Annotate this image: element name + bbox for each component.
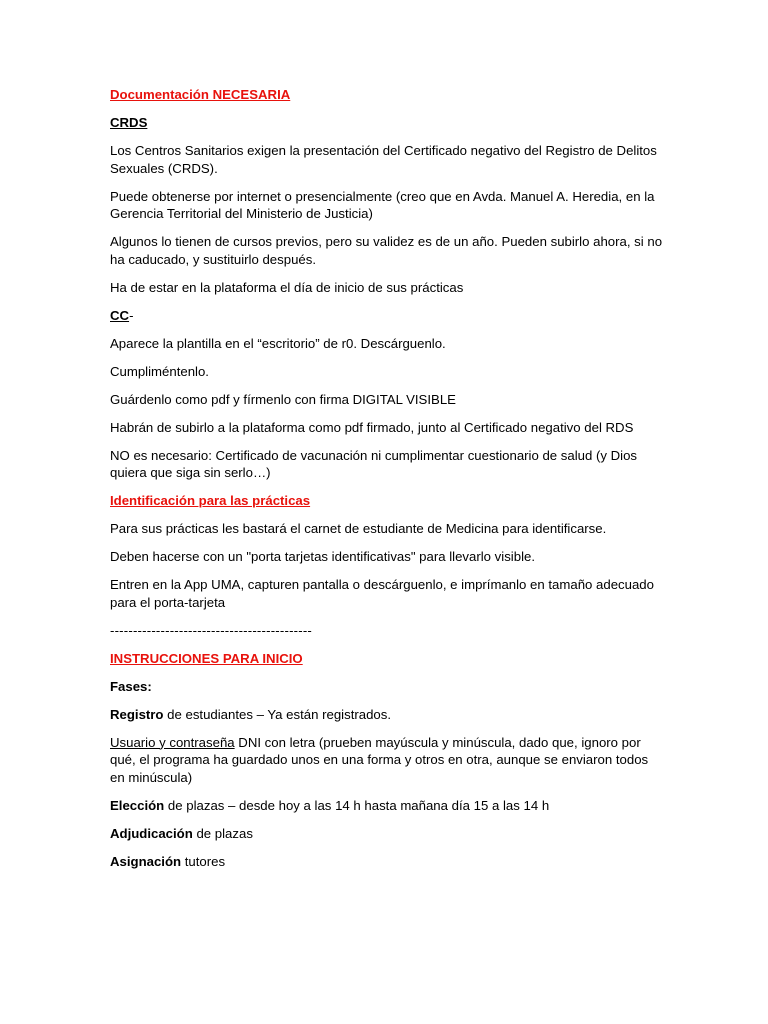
- adjudicacion-label: Adjudicación: [110, 825, 193, 841]
- crds-paragraph-3: Algunos lo tienen de cursos previos, pero su validez es de un año. Pueden subirlo ahora, si no ha caducado, y sustituirlo después.: [110, 234, 663, 267]
- asignacion-label: Asignación: [110, 853, 182, 869]
- doc-heading-text: Documentación NECESARIA: [110, 87, 291, 102]
- cc-paragraph-3: Guárdenlo como pdf y fírmenlo con firma DIGITAL VISIBLE: [110, 391, 456, 407]
- document-body: [110, 86, 666, 881]
- usuario-label: Usuario y contraseña: [110, 734, 235, 750]
- registro-text: de estudiantes – Ya están registrados.: [163, 706, 392, 722]
- usuario-item: [110, 734, 666, 787]
- doc-heading: [110, 86, 666, 104]
- identificacion-paragraph-2: Deben hacerse con un "porta tarjetas identificativas" para llevarlo visible.: [110, 549, 535, 564]
- instrucciones-heading-text: INSTRUCCIONES PARA INICIO: [110, 650, 303, 666]
- eleccion-text: de plazas – desde hoy a las 14 h hasta mañana día 15 a las 14 h: [164, 797, 550, 813]
- identificacion-paragraph-1: Para sus prácticas les bastará el carnet de estudiante de Medicina para identificarse.: [110, 521, 607, 536]
- crds-paragraph-1: Los Centros Sanitarios exigen la presentación del Certificado negativo del Registro de Delitos Sexuales (CRDS).: [110, 143, 657, 176]
- identificacion-paragraph-3: Entren en la App UMA, capturen pantalla o descárguenlo, e imprímanlo en tamaño adecuado para el porta-tarjeta: [110, 577, 654, 610]
- instrucciones-heading: [110, 650, 666, 668]
- crds-paragraph-2: Puede obtenerse por internet o presencialmente (creo que en Avda. Manuel A. Heredia, en la Gerencia Territorial del Ministerio de Justicia): [110, 188, 655, 221]
- crds-heading: [110, 114, 666, 132]
- cc-paragraph-4: Habrán de subirlo a la plataforma como pdf firmado, junto al Certificado negativo del RDS: [110, 419, 634, 435]
- cc-heading: [110, 307, 666, 325]
- fases-label: Fases:: [110, 678, 152, 694]
- eleccion-item: [110, 797, 666, 815]
- cc-paragraph-1: Aparece la plantilla en el “escritorio” de r0. Descárguenlo.: [110, 335, 446, 351]
- asignacion-item: [110, 853, 666, 871]
- cc-paragraph-5: NO es necesario: Certificado de vacunación ni cumplimentar cuestionario de salud (y Dios quiera que siga sin serlo…): [110, 447, 638, 480]
- registro-item: [110, 706, 666, 724]
- cc-heading-text: CC: [110, 307, 130, 323]
- registro-label: Registro: [110, 706, 164, 722]
- crds-heading-text: CRDS: [110, 115, 148, 130]
- cc-paragraph-2: Cumpliméntenlo.: [110, 363, 209, 379]
- separator-line: --------------------------------------------: [110, 622, 313, 638]
- cc-heading-suffix: -: [129, 307, 134, 323]
- crds-paragraph-4: Ha de estar en la plataforma el día de inicio de sus prácticas: [110, 279, 464, 295]
- asignacion-text: tutores: [181, 853, 226, 869]
- usuario-text: DNI con letra (prueben mayúscula y minúscula, dado que, ignoro por qué, el programa ha guardado unos en una forma y otros en otra, aunque se enviaron todos en minúscula): [110, 734, 649, 785]
- identificacion-heading: [110, 492, 666, 510]
- eleccion-label: Elección: [110, 797, 165, 813]
- identificacion-heading-text: Identificación para las prácticas: [110, 493, 311, 508]
- adjudicacion-item: [110, 825, 666, 843]
- adjudicacion-text: de plazas: [192, 825, 253, 841]
